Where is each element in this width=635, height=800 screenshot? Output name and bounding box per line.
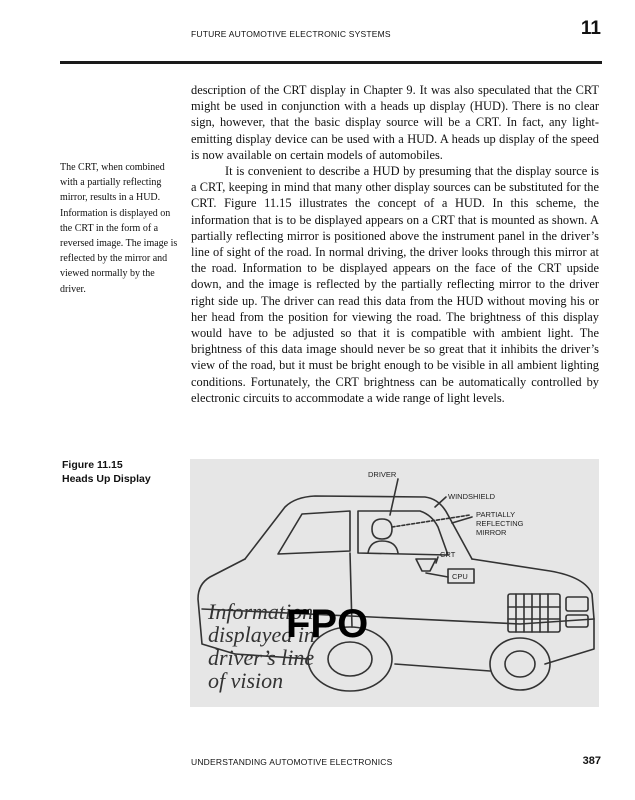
figure-number: Figure 11.15 [62, 459, 123, 471]
label-crt: CRT [440, 550, 456, 559]
fpo-placeholder: FPO [286, 602, 369, 646]
figure-title: Heads Up Display [62, 473, 151, 485]
paragraph-1: description of the CRT display in Chapter 9. It was also speculated that the CRT might be used in conjunction with a heads up display (HUD). There is no clear sign, however, that the basic display source will be a CRT. In fact, any light-emitting display device can be used with a HUD. A heads up display of the speed is now available on certain models of automobiles. [191, 83, 599, 162]
handwriting-line-2: displayed in [208, 622, 315, 647]
car-illustration [190, 459, 599, 707]
handwriting-line-1: Information [208, 599, 314, 624]
figure-caption [62, 458, 177, 486]
running-head: FUTURE AUTOMOTIVE ELECTRONIC SYSTEMS [191, 29, 391, 39]
body-text [191, 82, 599, 406]
page-number: 387 [582, 755, 601, 767]
chapter-number: 11 [580, 18, 601, 39]
label-mirror-2: REFLECTING [476, 519, 524, 528]
label-mirror-1: PARTIALLY [476, 510, 516, 519]
handwriting-line-4: of vision [208, 668, 284, 693]
hud-figure [190, 459, 599, 707]
handwriting-line-3: driver’s line [208, 645, 315, 670]
label-mirror-3: MIRROR [476, 528, 507, 537]
paragraph-2: It is convenient to describe a HUD by presuming that the display source is a CRT, keeping in mind that many other display sources can be substituted for the CRT. Figure 11.15 illustrates the concept of a HUD. In this scheme, the information that is to be displayed appears on a CRT that is mounted as shown. A partially reflecting mirror is positioned above the instrument panel in the driver’s line of sight of the road. In normal driving, the driver looks through this mirror at the road. Information to be displayed appears on the face of the CRT upside down, and the image is reflected by the partially reflecting mirror to the driver right side up. The driver can read this data from the HUD without moving his or her head from the position for viewing the road. The brightness of this display would have to be adjusted so that it is compatible with ambient light. The brightness of this data image should never be so great that it inhibits the driver’s view of the road, but it must be bright enough to be visible in all ambient lighting conditions. Fortunately, the CRT brightness can be automatically controlled by electronic circuits to accommodate a wide range of light levels. [191, 164, 599, 405]
margin-note: The CRT, when combined with a partially reflecting mirror, results in a HUD. Information is displayed on the CRT in the form of a reversed image. The image is reflected by the mirror and viewed normally by the driver. [60, 162, 178, 295]
header-rule [60, 61, 602, 64]
label-windshield: WINDSHIELD [448, 492, 496, 501]
label-driver: DRIVER [368, 470, 397, 479]
footer-title: UNDERSTANDING AUTOMOTIVE ELECTRONICS [191, 757, 393, 767]
label-cpu: CPU [452, 572, 468, 581]
